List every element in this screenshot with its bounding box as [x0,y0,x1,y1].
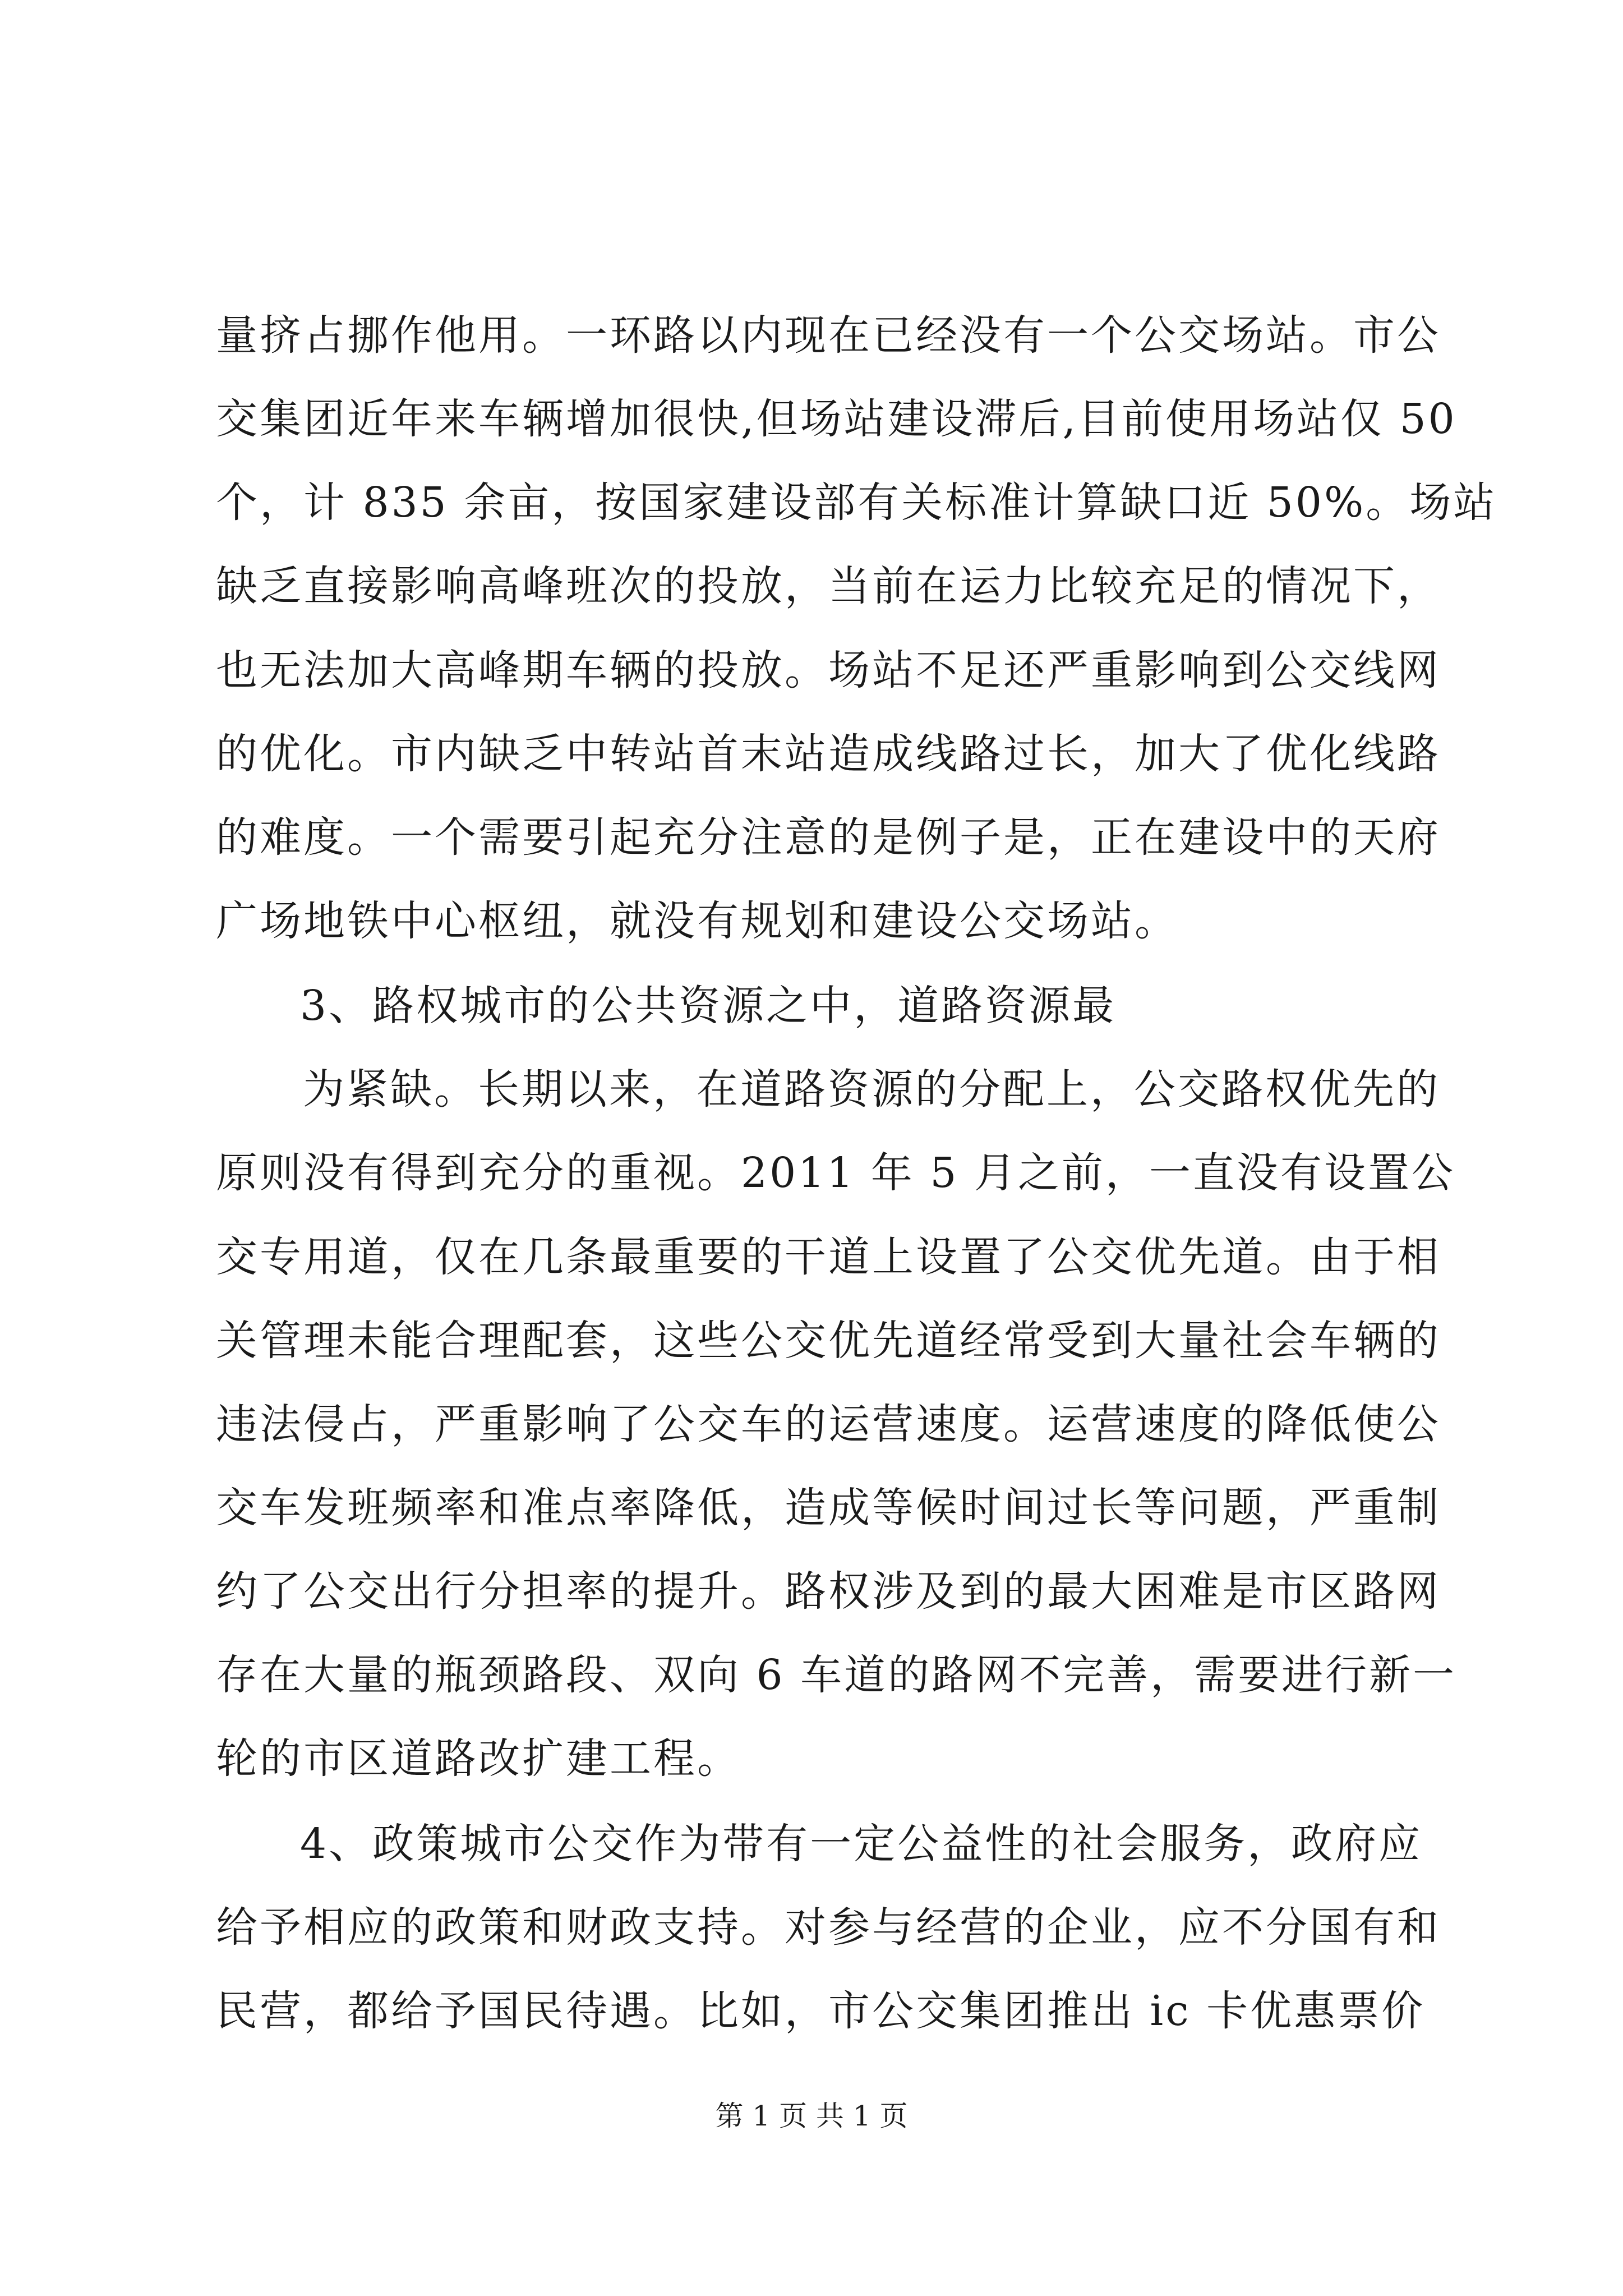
text-line: 交专用道，仅在几条最重要的干道上设置了公交优先道。由于相 [216,1233,1441,1281]
text-line: 为紧缺。长期以来，在道路资源的分配上，公交路权优先的 [303,1065,1440,1114]
section-heading: 3、路权城市的公共资源之中，道路资源最 [300,982,1117,1030]
page-number-footer: 第 1 页 共 1 页 [715,2100,908,2132]
section-heading: 4、政策城市公交作为带有一定公益性的社会服务，政府应 [300,1820,1423,1868]
text-line: 给予相应的政策和财政支持。对参与经营的企业，应不分国有和 [216,1903,1441,1952]
text-line: 民营，都给予国民待遇。比如，市公交集团推出 ic 卡优惠票价 [216,1987,1426,2035]
text-line: 交车发班频率和准点率降低，造成等候时间过长等问题，严重制 [216,1484,1441,1532]
text-line: 广场地铁中心枢纽，就没有规划和建设公交场站。 [216,897,1178,945]
text-line: 的难度。一个需要引起充分注意的是例子是，正在建设中的天府 [216,813,1441,862]
text-line: 缺乏直接影响高峰班次的投放，当前在运力比较充足的情况下， [216,562,1441,610]
text-line: 交集团近年来车辆增加很快,但场站建设滞后,目前使用场站仅 50 [216,395,1457,443]
text-line: 存在大量的瓶颈路段、双向 6 车道的路网不完善，需要进行新一 [216,1651,1457,1699]
text-line: 原则没有得到充分的重视。2011 年 5 月之前，一直没有设置公 [216,1149,1455,1197]
text-line: 的优化。市内缺乏中转站首末站造成线路过长，加大了优化线路 [216,730,1441,778]
text-line: 轮的市区道路改扩建工程。 [216,1734,741,1783]
text-line: 违法侵占，严重影响了公交车的运营速度。运营速度的降低使公 [216,1400,1441,1448]
text-line: 量挤占挪作他用。一环路以内现在已经没有一个公交场站。市公 [216,311,1441,360]
text-line: 也无法加大高峰期车辆的投放。场站不足还严重影响到公交线网 [216,646,1441,694]
text-line: 关管理未能合理配套，这些公交优先道经常受到大量社会车辆的 [216,1317,1441,1365]
text-line: 约了公交出行分担率的提升。路权涉及到的最大困难是市区路网 [216,1567,1441,1616]
text-line: 个，计 835 余亩，按国家建设部有关标准计算缺口近 50%。场站 [216,478,1497,527]
